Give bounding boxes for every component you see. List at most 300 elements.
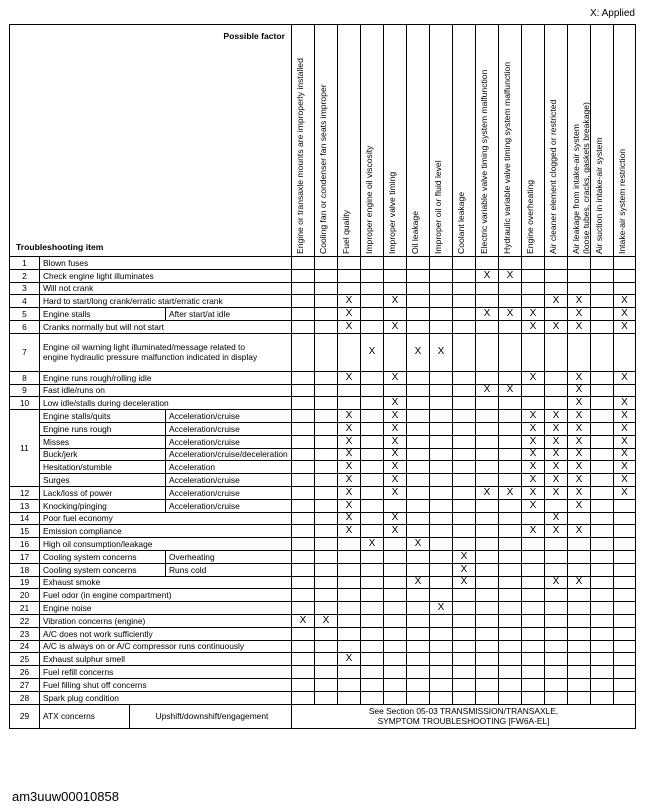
factor-cell [338,589,361,602]
note-cell [292,704,636,728]
factor-cell [453,602,476,615]
row-number: 4 [10,295,40,308]
applied-mark: X [338,499,361,512]
factor-cell [384,602,407,615]
factor-cell [591,486,614,499]
factor-cell [292,333,315,371]
factor-cell [407,295,430,308]
applied-mark: X [568,474,591,487]
factor-cell [522,257,545,270]
factor-cell [384,550,407,563]
factor-cell [315,308,338,321]
applied-mark: X [614,486,636,499]
factor-header [614,25,636,257]
applied-mark: X [338,410,361,423]
table-row [10,257,636,270]
applied-mark: X [522,410,545,423]
figure-caption: am3uuw00010858 [12,789,119,804]
table-row [10,666,636,679]
factor-cell [499,589,522,602]
factor-cell [545,691,568,704]
row-number: 22 [10,614,40,627]
factor-cell [545,269,568,282]
factor-cell [338,627,361,640]
factor-cell [453,525,476,538]
item-cell: High oil consumption/leakage [40,538,292,551]
table-row [10,525,636,538]
factor-label-line: Engine overheating [525,179,535,254]
applied-mark: X [338,422,361,435]
factor-cell [545,333,568,371]
factor-cell [315,371,338,384]
factor-cell [361,512,384,525]
factor-cell [545,282,568,295]
factor-cell [361,371,384,384]
applied-mark: X [338,512,361,525]
factor-cell [499,282,522,295]
factor-cell [545,563,568,576]
applied-mark: X [384,474,407,487]
factor-cell [499,602,522,615]
factor-cell [453,308,476,321]
factor-header [545,25,568,257]
factor-label [387,29,407,254]
factor-label-line: Intake-air system restriction [616,148,627,254]
item-cell: Exhaust smoke [40,576,292,589]
factor-cell [430,422,453,435]
factor-cell [476,538,499,551]
factor-cell [545,397,568,410]
applied-mark: X [568,461,591,474]
item-cell: Fuel odor (in engine compartment) [40,589,292,602]
factor-cell [614,269,636,282]
applied-mark: X [384,371,407,384]
factor-cell [591,640,614,653]
factor-cell [499,474,522,487]
applied-mark: X [361,538,384,551]
factor-cell [591,320,614,333]
row-number: 25 [10,653,40,666]
factor-cell [361,486,384,499]
troubleshooting-item-label: Troubleshooting item [16,242,104,252]
row-number: 29 [10,704,40,728]
factor-cell [591,257,614,270]
factor-cell [476,422,499,435]
factor-cell [614,333,636,371]
factor-cell [614,499,636,512]
factor-cell [407,499,430,512]
condition-cell: Acceleration/cruise [166,435,292,448]
factor-cell [338,269,361,282]
factor-cell [430,461,453,474]
factor-cell [476,257,499,270]
table-row [10,461,636,474]
factor-label [295,29,315,254]
factor-cell [407,410,430,423]
applied-mark: X [545,410,568,423]
factor-cell [591,538,614,551]
factor-cell [430,576,453,589]
factor-cell [430,666,453,679]
factor-cell [407,691,430,704]
applied-mark: X [545,576,568,589]
factor-cell [338,384,361,397]
factor-cell [476,371,499,384]
factor-cell [430,640,453,653]
factor-cell [522,384,545,397]
legend: X: Applied [589,8,635,19]
factor-cell [338,614,361,627]
factor-cell [453,448,476,461]
factor-cell [545,602,568,615]
factor-cell [407,666,430,679]
factor-cell [430,269,453,282]
factor-cell [430,397,453,410]
item-cell: Engine noise [40,602,292,615]
factor-cell [338,691,361,704]
factor-label [456,29,476,254]
factor-cell [453,666,476,679]
table-row [10,474,636,487]
applied-mark: X [522,499,545,512]
row-number: 28 [10,691,40,704]
factor-header [292,25,315,257]
factor-cell [499,627,522,640]
factor-cell [476,499,499,512]
factor-cell [384,614,407,627]
factor-cell [476,282,499,295]
factor-cell [591,397,614,410]
factor-cell [591,474,614,487]
factor-cell [361,589,384,602]
factor-cell [453,269,476,282]
factor-cell [522,602,545,615]
factor-cell [338,257,361,270]
applied-mark: X [522,461,545,474]
factor-label [617,29,637,254]
factor-cell [499,461,522,474]
factor-cell [338,397,361,410]
factor-cell [453,282,476,295]
applied-mark: X [568,384,591,397]
factor-cell [315,653,338,666]
factor-cell [476,563,499,576]
factor-cell [499,333,522,371]
factor-cell [453,627,476,640]
factor-cell [430,282,453,295]
item-cell: Hard to start/long crank/erratic start/erratic crank [40,295,292,308]
factor-cell [361,435,384,448]
item-line: engine hydraulic pressure malfunction indicated in display [43,352,258,363]
applied-mark: X [568,397,591,410]
applied-mark: X [384,410,407,423]
factor-cell [545,589,568,602]
factor-cell [453,384,476,397]
factor-cell [499,640,522,653]
factor-cell [453,410,476,423]
factor-cell [568,666,591,679]
factor-cell [453,422,476,435]
applied-mark: X [522,525,545,538]
factor-cell [522,666,545,679]
condition-cell: Acceleration/cruise [166,422,292,435]
factor-label [548,29,568,254]
factor-cell [591,614,614,627]
applied-mark: X [568,448,591,461]
factor-cell [407,308,430,321]
factor-header [591,25,614,257]
factor-cell [361,320,384,333]
factor-cell [591,691,614,704]
item-cell: ATX concerns [40,704,130,728]
factor-cell [545,538,568,551]
factor-cell [545,257,568,270]
factor-cell [407,320,430,333]
factor-cell [407,512,430,525]
factor-cell [315,461,338,474]
factor-cell [361,422,384,435]
row-number: 3 [10,282,40,295]
factor-cell [591,499,614,512]
row-number: 23 [10,627,40,640]
header-row [10,25,636,257]
factor-cell [384,308,407,321]
factor-label-line: Air suction in intake-air system [594,137,604,254]
item-cell: Engine runs rough [40,422,166,435]
factor-cell [430,486,453,499]
table-row [10,308,636,321]
factor-cell [568,282,591,295]
factor-label-line: Engine or transaxle mounts are improperly installed [295,58,305,254]
factor-cell [407,371,430,384]
table-row [10,602,636,615]
factor-cell [361,282,384,295]
condition-cell: Acceleration/cruise [166,410,292,423]
item-cell: Buck/jerk [40,448,166,461]
factor-cell [338,640,361,653]
factor-cell [338,538,361,551]
factor-cell [384,678,407,691]
factor-cell [591,384,614,397]
possible-factor-label: Possible factor [223,31,285,41]
applied-mark: X [545,448,568,461]
factor-cell [292,435,315,448]
table-row [10,435,636,448]
item-cell: Spark plug condition [40,691,292,704]
factor-label [571,29,591,254]
factor-cell [568,602,591,615]
factor-header [568,25,591,257]
row-number: 17 [10,550,40,563]
applied-mark: X [499,384,522,397]
factor-header [315,25,338,257]
factor-cell [568,678,591,691]
factor-cell [522,550,545,563]
factor-cell [522,614,545,627]
factor-cell [499,563,522,576]
factor-cell [315,691,338,704]
table-row [10,512,636,525]
factor-cell [407,678,430,691]
factor-cell [407,653,430,666]
factor-cell [476,448,499,461]
item-cell: A/C does not work sufficiently [40,627,292,640]
applied-mark: X [384,435,407,448]
table-row [10,589,636,602]
applied-mark: X [522,435,545,448]
applied-mark: X [545,512,568,525]
factor-cell [315,563,338,576]
factor-cell [568,640,591,653]
applied-mark: X [522,486,545,499]
table-row [10,704,636,728]
factor-cell [361,269,384,282]
factor-cell [315,269,338,282]
factor-cell [361,397,384,410]
factor-cell [453,474,476,487]
factor-cell [522,333,545,371]
table-row [10,678,636,691]
applied-mark: X [361,333,384,371]
factor-cell [292,525,315,538]
item-cell: Hesitation/stumble [40,461,166,474]
factor-cell [499,295,522,308]
factor-cell [499,550,522,563]
item-cell: A/C is always on or A/C compressor runs continuously [40,640,292,653]
factor-cell [292,589,315,602]
item-cell: Blown fuses [40,257,292,270]
factor-cell [292,653,315,666]
factor-cell [568,550,591,563]
condition-cell: Overheating [166,550,292,563]
factor-cell [522,576,545,589]
applied-mark: X [384,461,407,474]
factor-cell [453,538,476,551]
factor-cell [499,320,522,333]
factor-cell [568,333,591,371]
table-row [10,563,636,576]
factor-cell [499,538,522,551]
factor-cell [545,653,568,666]
table-row [10,269,636,282]
factor-cell [315,486,338,499]
factor-cell [591,461,614,474]
factor-cell [292,295,315,308]
applied-mark: X [522,371,545,384]
troubleshooting-table [9,24,636,729]
factor-cell [361,666,384,679]
factor-header [476,25,499,257]
factor-cell [614,602,636,615]
factor-cell [338,576,361,589]
item-cell: Fuel refill concerns [40,666,292,679]
factor-cell [476,576,499,589]
applied-mark: X [338,320,361,333]
factor-cell [430,448,453,461]
item-cell: Knocking/pinging [40,499,166,512]
applied-mark: X [614,422,636,435]
factor-cell [453,486,476,499]
factor-cell [522,563,545,576]
factor-cell [430,614,453,627]
factor-cell [453,678,476,691]
factor-cell [476,614,499,627]
table-row [10,653,636,666]
factor-cell [384,333,407,371]
applied-mark: X [315,614,338,627]
table-row [10,614,636,627]
row-number: 19 [10,576,40,589]
applied-mark: X [453,563,476,576]
applied-mark: X [476,269,499,282]
factor-cell [407,474,430,487]
factor-cell [315,576,338,589]
factor-cell [591,576,614,589]
factor-cell [591,371,614,384]
item-cell: Cooling system concerns [40,563,166,576]
factor-cell [476,627,499,640]
factor-cell [384,563,407,576]
table-row [10,295,636,308]
applied-mark: X [476,384,499,397]
row-number: 7 [10,333,40,371]
factor-cell [361,640,384,653]
factor-cell [614,627,636,640]
factor-cell [361,653,384,666]
applied-mark: X [499,486,522,499]
factor-cell [614,576,636,589]
factor-label-line: Cooling fan or condenser fan seats improper [318,84,328,254]
factor-cell [591,333,614,371]
factor-cell [361,691,384,704]
row-number: 1 [10,257,40,270]
factor-cell [476,678,499,691]
factor-header [499,25,522,257]
factor-cell [476,320,499,333]
applied-mark: X [568,371,591,384]
factor-cell [522,653,545,666]
applied-mark: X [476,308,499,321]
factor-cell [499,410,522,423]
applied-mark: X [545,474,568,487]
factor-cell [453,653,476,666]
applied-mark: X [499,269,522,282]
factor-cell [476,653,499,666]
applied-mark: X [568,422,591,435]
row-number: 21 [10,602,40,615]
factor-cell [338,602,361,615]
table-row [10,371,636,384]
condition-cell: Acceleration/cruise [166,499,292,512]
factor-cell [361,461,384,474]
factor-cell [476,295,499,308]
factor-cell [430,525,453,538]
factor-label-line: Oil leakage [410,211,420,254]
factor-cell [315,589,338,602]
factor-cell [476,666,499,679]
factor-cell [499,525,522,538]
factor-cell [430,563,453,576]
factor-cell [522,397,545,410]
factor-cell [292,576,315,589]
factor-cell [407,384,430,397]
factor-label-line: Improper valve timing [387,171,397,254]
factor-cell [384,653,407,666]
factor-cell [430,512,453,525]
factor-cell [499,666,522,679]
factor-cell [453,691,476,704]
factor-cell [453,257,476,270]
